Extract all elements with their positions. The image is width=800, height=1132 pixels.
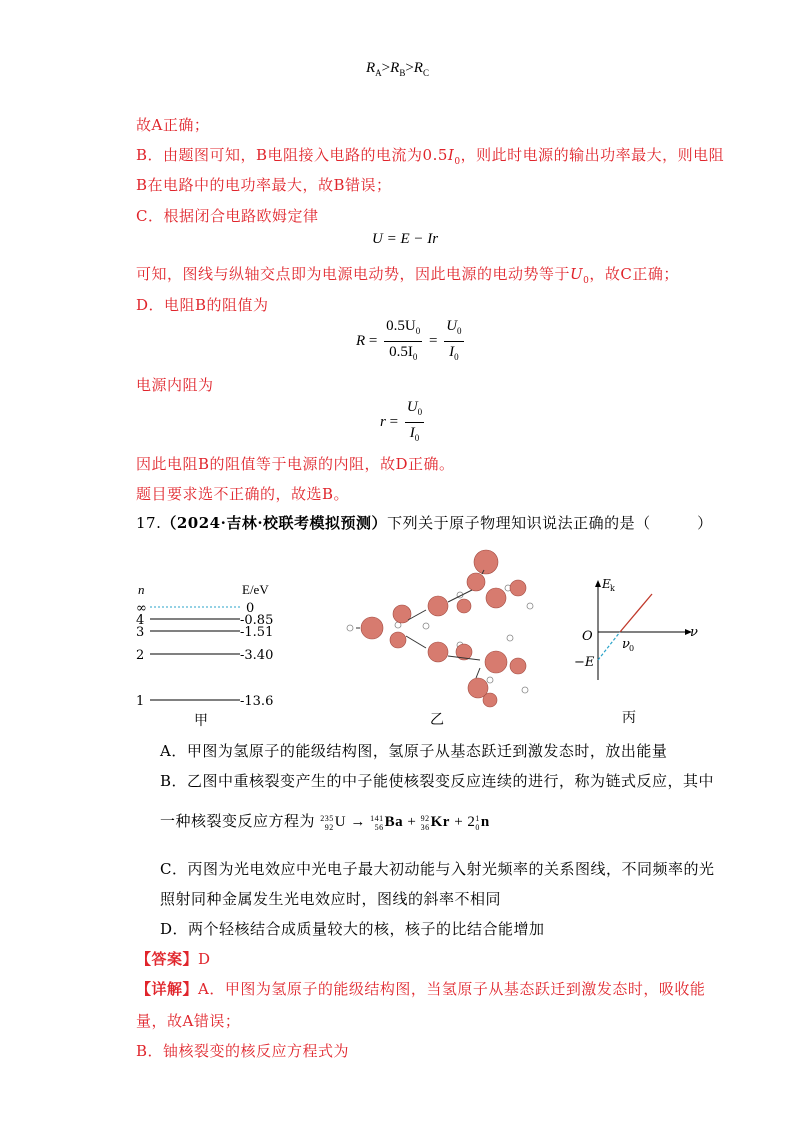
fission-fragment: [510, 580, 526, 596]
level-1-n: 1: [136, 694, 145, 709]
uranium-nucleus: [428, 596, 448, 616]
solution-line-7: D．电阻B的阻值为: [136, 296, 269, 314]
solution-line-1: 故A正确；: [136, 116, 210, 134]
figure-jia-label: 甲: [194, 713, 208, 729]
detail-line-2: 量，故A错误；: [136, 1012, 241, 1030]
solution-line-6: 可知，图线与纵轴交点即为电源电动势，因此电源的电动势等于$U_0$，故C正确；: [136, 265, 679, 286]
option-c-line-1: C．丙图为光电效应中光电子最大初动能与入射光频率的关系图线，不同频率的光: [160, 860, 715, 878]
ek-subscript: k: [610, 584, 615, 593]
ohm-law-formula: U = E − Ir: [372, 231, 439, 247]
solution-line-12: 题目要求选不正确的，故选B。: [136, 485, 350, 503]
figure-bing-photoelectric: [570, 572, 700, 730]
fission-fragment: [510, 658, 526, 674]
nu0-label: ν: [622, 637, 630, 652]
figure-bing-label: 丙: [622, 710, 636, 726]
uranium-nucleus: [474, 550, 498, 574]
minus-e-label: −E: [574, 655, 595, 670]
question-17-header: 17.（2024·吉林·校联考模拟预测）下列关于原子物理知识说法正确的是（ ）: [136, 514, 713, 532]
fission-fragment: [390, 632, 406, 648]
uranium-nucleus: [485, 651, 507, 673]
level-3-n: 3: [136, 625, 145, 640]
ek-nu-line: [620, 594, 652, 632]
option-b-line-1: B．乙图中重核裂变产生的中子能使核裂变反应连续的进行，称为链式反应，其中: [160, 772, 715, 790]
fission-equation: 235 92 U → 141 56 Ba + 92 36 Kr + 2 1 0 n: [320, 813, 490, 832]
top-formula: $R_A>R_B>R_C$: [366, 60, 429, 78]
option-a: A．甲图为氢原子的能级结构图，氢原子从基态跃迁到激发态时，放出能量: [160, 742, 668, 760]
neutron: [423, 623, 429, 629]
neutron: [522, 687, 528, 693]
solution-line-9: 电源内阻为: [136, 376, 214, 394]
solution-line-4: C．根据闭合电路欧姆定律: [136, 207, 319, 225]
fission-fragment: [467, 573, 485, 591]
uranium-nucleus: [486, 588, 506, 608]
uranium-nucleus: [361, 617, 383, 639]
option-b-line-2: 一种核裂变反应方程为 235 92 U → 141 56 Ba + 92 36 Kr + 2 1 0 n: [160, 812, 490, 832]
extrapolated-line: [598, 632, 620, 660]
neutron: [487, 677, 493, 683]
origin-label: O: [582, 629, 593, 644]
nu-label: ν: [690, 625, 698, 640]
figure-yi-label: 乙: [430, 712, 444, 728]
detail-line-1: 【详解】A．甲图为氢原子的能级结构图，当氢原子从基态跃迁到激发态时，吸收能: [136, 980, 706, 998]
solution-line-2: B．由题图可知，B电阻接入电路的电流为$0.5I_0$，则此时电源的输出功率最大，则电阻: [136, 146, 725, 167]
option-d: D．两个轻核结合成质量较大的核，核子的比结合能增加: [160, 920, 545, 938]
level-infinity-n: ∞: [136, 601, 147, 616]
level-1-e: -13.6: [240, 694, 274, 709]
level-2-n: 2: [136, 648, 145, 663]
fission-fragment: [457, 599, 471, 613]
neutron: [527, 603, 533, 609]
neutron: [347, 625, 353, 631]
answer-line: 【答案】D: [136, 950, 211, 968]
level-4-e: -0.85: [240, 613, 274, 628]
option-c-line-2: 照射同种金属发生光电效应时，图线的斜率不相同: [160, 890, 502, 908]
solution-line-3: B在电路中的电功率最大，故B错误；: [136, 176, 392, 194]
resistance-formula: R = $\frac{0.5U_0}{0.5I_0}$ = $\frac{U_0}{I_0}$: [356, 318, 462, 362]
solution-line-11: 因此电阻B的阻值等于电源的内阻，故D正确。: [136, 455, 455, 473]
internal-resistance-formula: r = $\frac{U_0}{I_0}$: [380, 399, 423, 443]
uranium-nucleus: [428, 642, 448, 662]
figure-yi-chain-reaction: [340, 540, 540, 730]
fission-fragment: [483, 693, 497, 707]
level-3-e: -1.51: [240, 625, 274, 640]
neutron: [507, 635, 513, 641]
level-2-e: -3.40: [240, 648, 274, 663]
n-axis-label: n: [138, 582, 145, 597]
energy-axis-label: E/eV: [242, 582, 269, 597]
figure-jia-energy-levels: [128, 582, 288, 730]
ek-label: E: [602, 577, 611, 591]
nu0-subscript: 0: [629, 644, 635, 653]
level-infinity-e: 0: [246, 601, 255, 616]
level-4-n: 4: [136, 613, 145, 628]
detail-line-3: B．铀核裂变的核反应方程式为: [136, 1042, 350, 1060]
